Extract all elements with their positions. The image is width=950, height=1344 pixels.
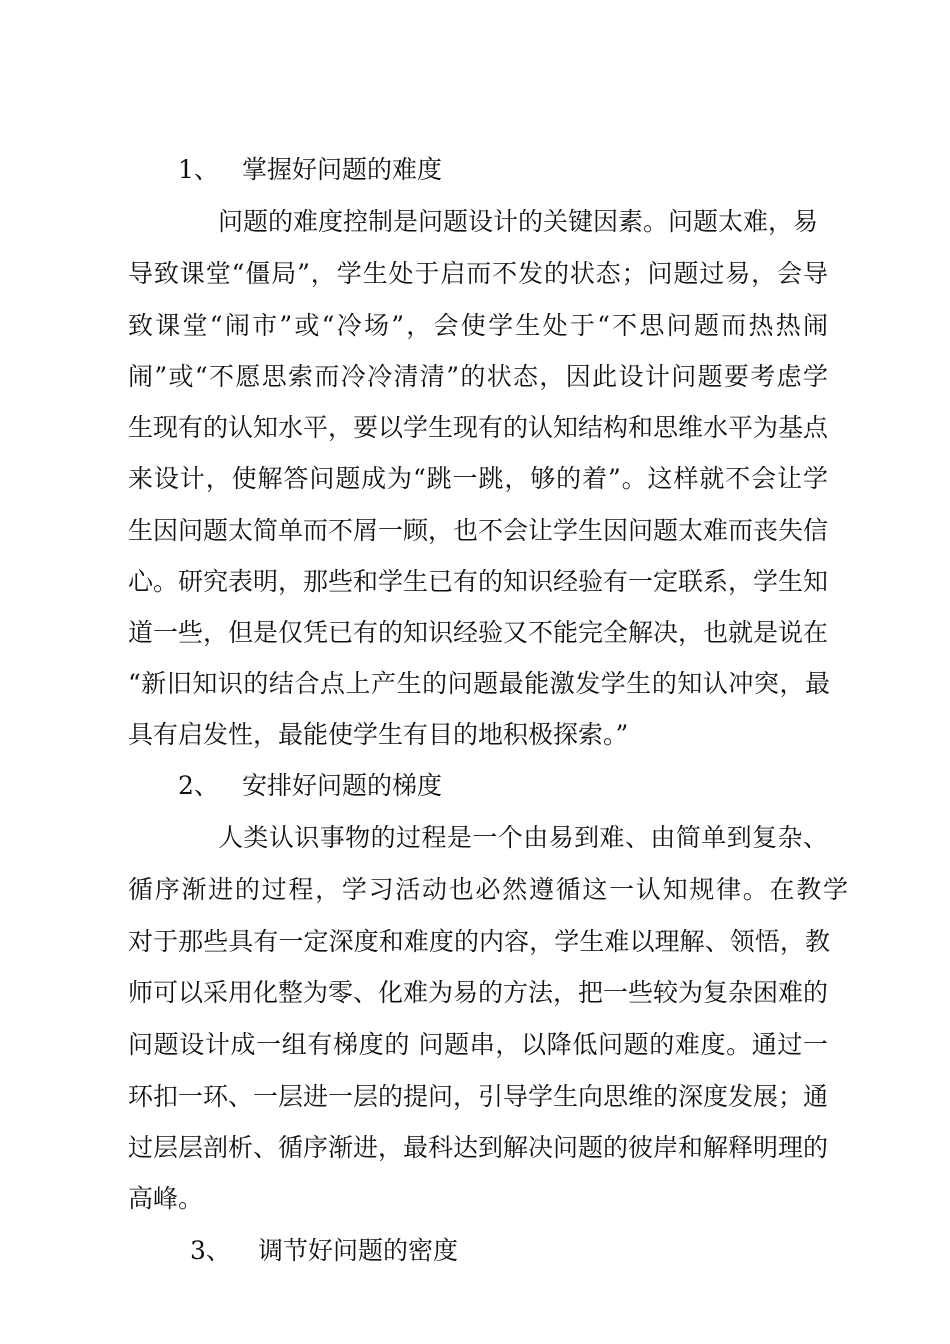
paragraph-line: 导致课堂“僵局”，学生处于启而不发的状态；问题过易，会导 — [128, 259, 828, 288]
paragraph-line: 循序渐进的过程，学习活动也必然遵循这一认知规律。在教学 — [128, 875, 848, 904]
section-number: 3、 — [190, 1236, 231, 1265]
section-number: 2、 — [178, 771, 219, 800]
paragraph-line: 问题设计成一组有梯度的 问题串，以降低问题的难度。通过一 — [128, 1030, 828, 1059]
paragraph-line: 来设计，使解答问题成为“跳一跳，够的着”。这样就不会让学 — [128, 464, 828, 493]
paragraph-line: 过层层剖析、循序渐进，最科达到解决问题的彼岸和解释明理的 — [128, 1133, 828, 1162]
paragraph-line: 问题的难度控制是问题设计的关键因素。问题太难，易 — [218, 207, 819, 236]
paragraph-line: 环扣一环、一层进一层的提问，引导学生向思维的深度发展；通 — [128, 1082, 828, 1111]
section-number: 1、 — [178, 155, 219, 184]
section-title: 调节好问题的密度 — [258, 1236, 459, 1265]
paragraph-line: “新旧知识的结合点上产生的问题最能激发学生的知认冲突，最 — [128, 669, 830, 698]
paragraph-line: 人类认识事物的过程是一个由易到难、由简单到复杂、 — [218, 823, 828, 852]
paragraph-line: 致课堂“闹市”或“冷场”，会使学生处于“不思问题而热热闹 — [128, 311, 828, 340]
section-title: 安排好问题的梯度 — [242, 771, 443, 800]
paragraph-line: 师可以采用化整为零、化难为易的方法，把一些较为复杂困难的 — [128, 978, 828, 1007]
paragraph-line: 生因问题太简单而不屑一顾，也不会让学生因问题太难而丧失信 — [128, 516, 828, 545]
paragraph-line: 具有启发性，最能使学生有目的地积极探索。” — [128, 720, 629, 749]
section-title: 掌握好问题的难度 — [242, 155, 443, 184]
paragraph-line: 生现有的认知水平，要以学生现有的认知结构和思维水平为基点 — [128, 413, 828, 442]
paragraph-line: 高峰。 — [128, 1184, 204, 1213]
paragraph-line: 对于那些具有一定深度和难度的内容，学生难以理解、领悟，教 — [128, 927, 830, 956]
paragraph-line: 道一些，但是仅凭已有的知识经验又不能完全解决，也就是说在 — [128, 618, 828, 647]
paragraph-line: 闹”或“不愿思索而冷冷清清”的状态，因此设计问题要考虑学 — [128, 362, 828, 391]
paragraph-line: 心。研究表明，那些和学生已有的知识经验有一定联系，学生知 — [128, 567, 828, 596]
